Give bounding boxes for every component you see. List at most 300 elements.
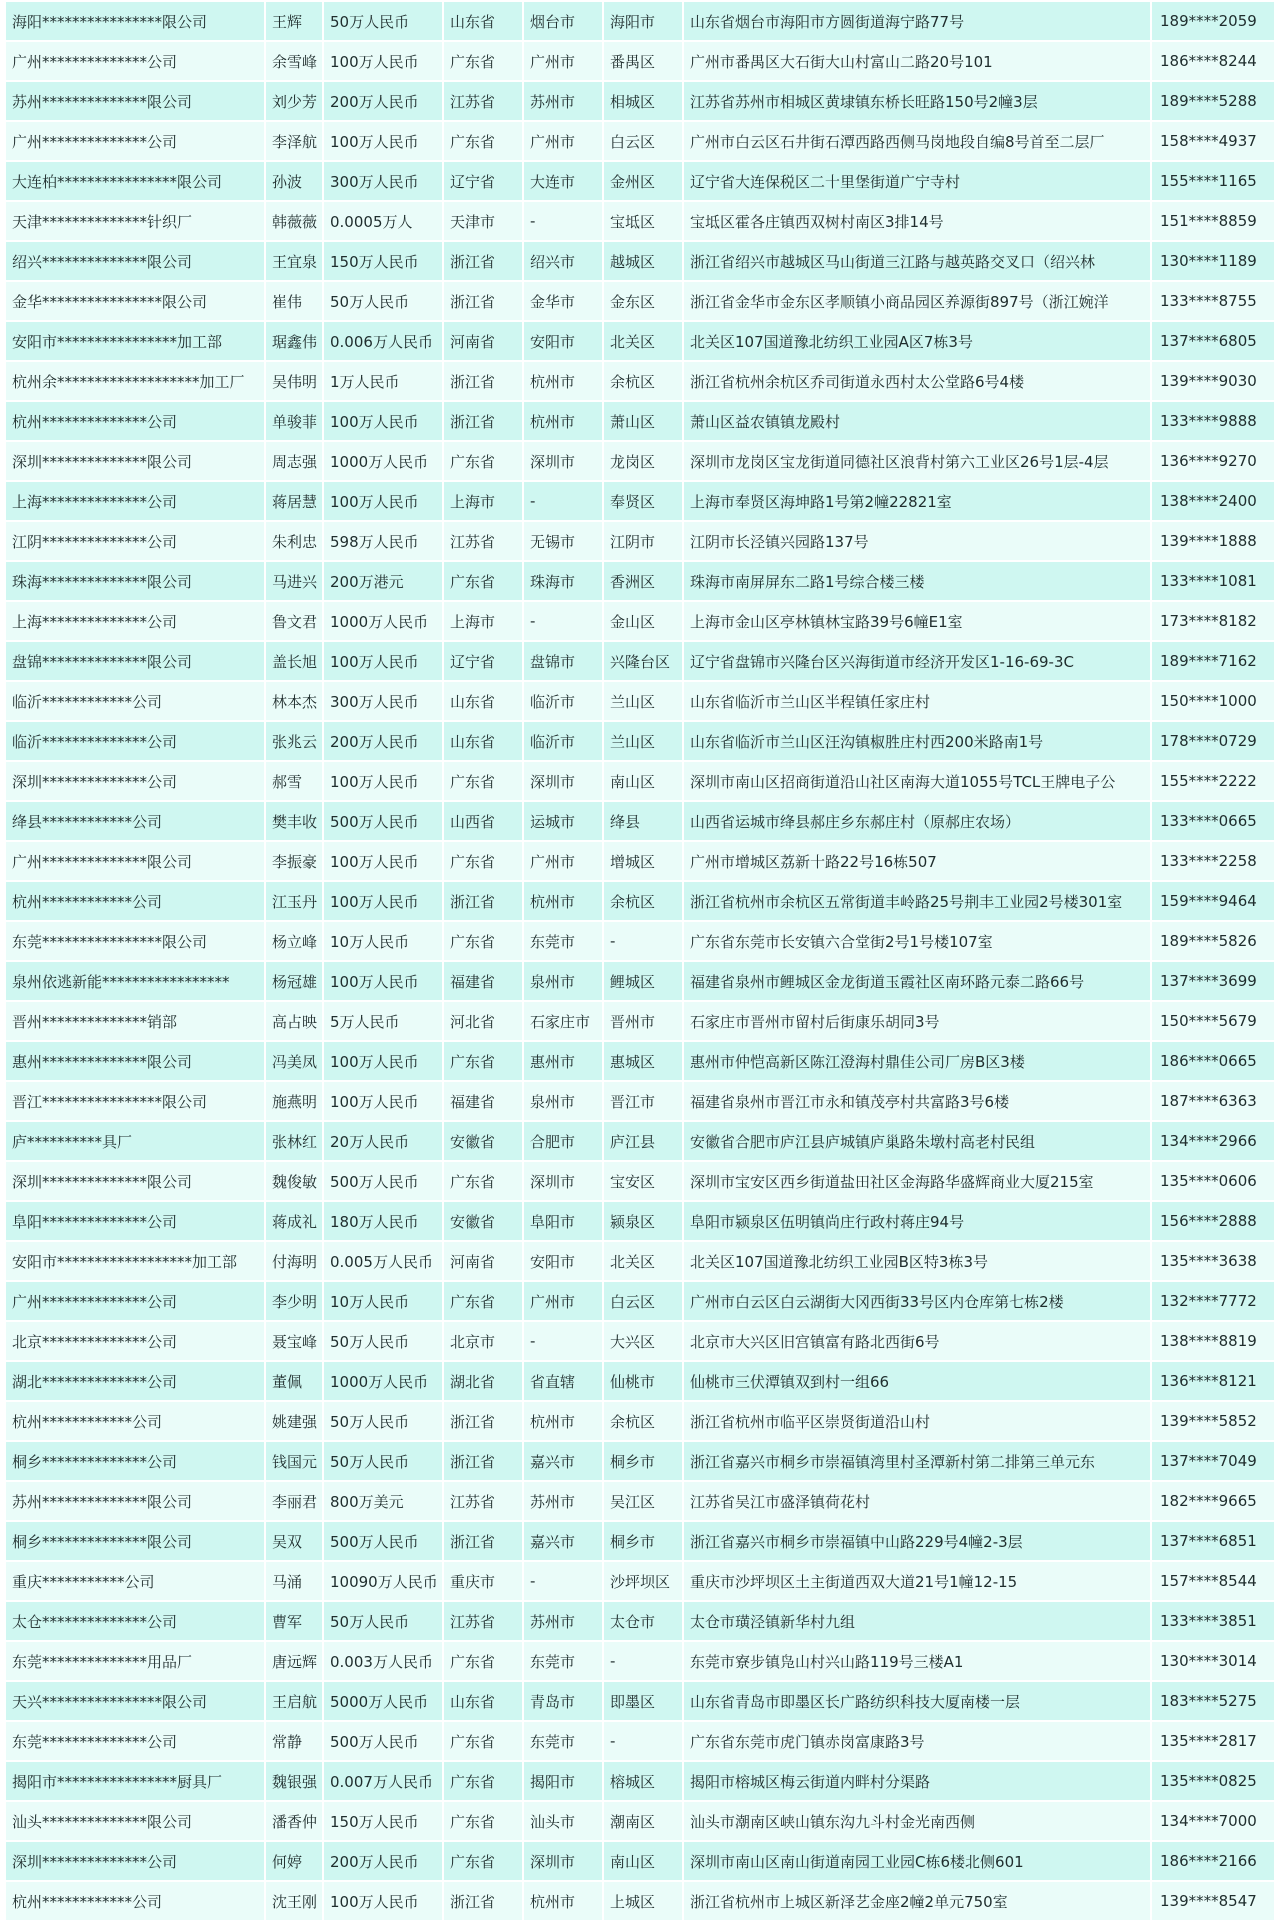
contact-person-cell: 魏俊敏 xyxy=(266,1162,322,1200)
province-cell: 广东省 xyxy=(444,122,522,160)
contact-person-cell: 潘香仲 xyxy=(266,1802,322,1840)
phone-cell: 173****8182 xyxy=(1152,602,1274,640)
table-row xyxy=(6,602,1274,640)
company-name-cell: 绛县************公司 xyxy=(6,802,264,840)
province-cell: 浙江省 xyxy=(444,362,522,400)
table-row xyxy=(6,162,1274,200)
province-cell: 浙江省 xyxy=(444,1522,522,1560)
address-cell: 石家庄市晋州市留村后街康乐胡同3号 xyxy=(684,1002,1150,1040)
phone-cell: 135****0606 xyxy=(1152,1162,1274,1200)
table-row xyxy=(6,1282,1274,1320)
city-cell: 深圳市 xyxy=(524,442,602,480)
contact-person-cell: 郝雪 xyxy=(266,762,322,800)
district-cell: 庐江县 xyxy=(604,1122,682,1160)
city-cell: 苏州市 xyxy=(524,82,602,120)
province-cell: 江苏省 xyxy=(444,82,522,120)
contact-person-cell: 王辉 xyxy=(266,2,322,40)
contact-person-cell: 余雪峰 xyxy=(266,42,322,80)
contact-person-cell: 樊丰收 xyxy=(266,802,322,840)
province-cell: 广东省 xyxy=(444,1762,522,1800)
company-name-cell: 苏州**************限公司 xyxy=(6,82,264,120)
province-cell: 福建省 xyxy=(444,962,522,1000)
district-cell: 即墨区 xyxy=(604,1682,682,1720)
phone-cell: 133****3851 xyxy=(1152,1602,1274,1640)
table-row xyxy=(6,562,1274,600)
province-cell: 广东省 xyxy=(444,1842,522,1880)
district-cell: 晋州市 xyxy=(604,1002,682,1040)
phone-cell: 158****4937 xyxy=(1152,122,1274,160)
district-cell: 龙岗区 xyxy=(604,442,682,480)
phone-cell: 135****3638 xyxy=(1152,1242,1274,1280)
company-name-cell: 杭州**************公司 xyxy=(6,402,264,440)
province-cell: 广东省 xyxy=(444,442,522,480)
company-name-cell: 苏州**************限公司 xyxy=(6,1482,264,1520)
table-row xyxy=(6,1682,1274,1720)
district-cell: 太仓市 xyxy=(604,1602,682,1640)
table-row xyxy=(6,1122,1274,1160)
phone-cell: 134****2966 xyxy=(1152,1122,1274,1160)
province-cell: 辽宁省 xyxy=(444,162,522,200)
contact-person-cell: 聂宝峰 xyxy=(266,1322,322,1360)
contact-person-cell: 付海明 xyxy=(266,1242,322,1280)
address-cell: 深圳市南山区招商街道沿山社区南海大道1055号TCL王牌电子公 xyxy=(684,762,1150,800)
contact-person-cell: 张兆云 xyxy=(266,722,322,760)
table-row xyxy=(6,762,1274,800)
company-name-cell: 海阳****************限公司 xyxy=(6,2,264,40)
district-cell: 萧山区 xyxy=(604,402,682,440)
contact-person-cell: 冯美凤 xyxy=(266,1042,322,1080)
phone-cell: 137****7049 xyxy=(1152,1442,1274,1480)
contact-person-cell: 董佩 xyxy=(266,1362,322,1400)
city-cell: 深圳市 xyxy=(524,1842,602,1880)
city-cell: 泉州市 xyxy=(524,962,602,1000)
district-cell: 余杭区 xyxy=(604,1402,682,1440)
city-cell: 金华市 xyxy=(524,282,602,320)
address-cell: 福建省泉州市晋江市永和镇茂亭村共富路3号6楼 xyxy=(684,1082,1150,1120)
table-row xyxy=(6,1002,1274,1040)
district-cell: 江阴市 xyxy=(604,522,682,560)
table-row xyxy=(6,1442,1274,1480)
province-cell: 重庆市 xyxy=(444,1562,522,1600)
registered-capital-cell: 0.007万人民币 xyxy=(324,1762,442,1800)
contact-person-cell: 单骏菲 xyxy=(266,402,322,440)
phone-cell: 139****8547 xyxy=(1152,1882,1274,1920)
province-cell: 辽宁省 xyxy=(444,642,522,680)
address-cell: 江苏省苏州市相城区黄埭镇东桥长旺路150号2幢3层 xyxy=(684,82,1150,120)
company-name-cell: 天津**************针织厂 xyxy=(6,202,264,240)
company-name-cell: 临沂**************公司 xyxy=(6,722,264,760)
contact-person-cell: 刘少芳 xyxy=(266,82,322,120)
contact-person-cell: 高占映 xyxy=(266,1002,322,1040)
city-cell: - xyxy=(524,602,602,640)
city-cell: 揭阳市 xyxy=(524,1762,602,1800)
district-cell: - xyxy=(604,1642,682,1680)
company-name-cell: 东莞**************用品厂 xyxy=(6,1642,264,1680)
province-cell: 广东省 xyxy=(444,42,522,80)
company-name-cell: 安阳市****************加工部 xyxy=(6,322,264,360)
table-row xyxy=(6,1602,1274,1640)
table-row xyxy=(6,722,1274,760)
district-cell: 潮南区 xyxy=(604,1802,682,1840)
address-cell: 浙江省嘉兴市桐乡市崇福镇湾里村圣潭新村第二排第三单元东 xyxy=(684,1442,1150,1480)
company-name-cell: 北京**************公司 xyxy=(6,1322,264,1360)
address-cell: 山东省临沂市兰山区半程镇任家庄村 xyxy=(684,682,1150,720)
phone-cell: 133****8755 xyxy=(1152,282,1274,320)
district-cell: 榕城区 xyxy=(604,1762,682,1800)
province-cell: 上海市 xyxy=(444,482,522,520)
registered-capital-cell: 10万人民币 xyxy=(324,922,442,960)
province-cell: 广东省 xyxy=(444,1642,522,1680)
contact-person-cell: 魏银强 xyxy=(266,1762,322,1800)
company-name-cell: 金华****************限公司 xyxy=(6,282,264,320)
registered-capital-cell: 200万人民币 xyxy=(324,1842,442,1880)
city-cell: 杭州市 xyxy=(524,1882,602,1920)
registered-capital-cell: 100万人民币 xyxy=(324,482,442,520)
registered-capital-cell: 500万人民币 xyxy=(324,1162,442,1200)
table-row xyxy=(6,642,1274,680)
company-name-cell: 重庆***********公司 xyxy=(6,1562,264,1600)
company-name-cell: 杭州************公司 xyxy=(6,882,264,920)
city-cell: 杭州市 xyxy=(524,362,602,400)
company-name-cell: 广州**************公司 xyxy=(6,1282,264,1320)
contact-person-cell: 李丽君 xyxy=(266,1482,322,1520)
address-cell: 广州市白云区石井街石潭西路西侧马岗地段自编8号首至二层厂 xyxy=(684,122,1150,160)
company-name-cell: 临沂************公司 xyxy=(6,682,264,720)
contact-person-cell: 李少明 xyxy=(266,1282,322,1320)
company-name-cell: 阜阳**************公司 xyxy=(6,1202,264,1240)
registered-capital-cell: 100万人民币 xyxy=(324,402,442,440)
address-cell: 仙桃市三伏潭镇双到村一组66 xyxy=(684,1362,1150,1400)
company-name-cell: 珠海**************限公司 xyxy=(6,562,264,600)
phone-cell: 139****1888 xyxy=(1152,522,1274,560)
contact-person-cell: 蒋居慧 xyxy=(266,482,322,520)
phone-cell: 159****9464 xyxy=(1152,882,1274,920)
contact-person-cell: 马进兴 xyxy=(266,562,322,600)
city-cell: 嘉兴市 xyxy=(524,1522,602,1560)
district-cell: 上城区 xyxy=(604,1882,682,1920)
contact-person-cell: 鲁文君 xyxy=(266,602,322,640)
phone-cell: 135****2817 xyxy=(1152,1722,1274,1760)
registered-capital-cell: 50万人民币 xyxy=(324,2,442,40)
city-cell: 广州市 xyxy=(524,842,602,880)
registered-capital-cell: 200万人民币 xyxy=(324,722,442,760)
contact-person-cell: 杨冠雄 xyxy=(266,962,322,1000)
address-cell: 北关区107国道豫北纺织工业园B区特3栋3号 xyxy=(684,1242,1150,1280)
district-cell: 余杭区 xyxy=(604,882,682,920)
address-cell: 浙江省杭州市余杭区五常街道丰岭路25号荆丰工业园2号楼301室 xyxy=(684,882,1150,920)
address-cell: 萧山区益农镇镇龙殿村 xyxy=(684,402,1150,440)
registered-capital-cell: 200万港元 xyxy=(324,562,442,600)
phone-cell: 183****5275 xyxy=(1152,1682,1274,1720)
company-name-cell: 太仓**************公司 xyxy=(6,1602,264,1640)
address-cell: 汕头市潮南区峡山镇东沟九斗村金光南西侧 xyxy=(684,1802,1150,1840)
address-cell: 重庆市沙坪坝区土主街道西双大道21号1幢12-15 xyxy=(684,1562,1150,1600)
company-name-cell: 江阴**************公司 xyxy=(6,522,264,560)
district-cell: 颍泉区 xyxy=(604,1202,682,1240)
city-cell: 深圳市 xyxy=(524,762,602,800)
city-cell: 珠海市 xyxy=(524,562,602,600)
registered-capital-cell: 0.0005万人 xyxy=(324,202,442,240)
registered-capital-cell: 0.006万人民币 xyxy=(324,322,442,360)
registered-capital-cell: 1000万人民币 xyxy=(324,1362,442,1400)
district-cell: 金州区 xyxy=(604,162,682,200)
address-cell: 山西省运城市绛县郝庄乡东郝庄村（原郝庄农场） xyxy=(684,802,1150,840)
company-name-cell: 绍兴**************限公司 xyxy=(6,242,264,280)
city-cell: 绍兴市 xyxy=(524,242,602,280)
address-cell: 安徽省合肥市庐江县庐城镇庐巢路朱墩村高老村民组 xyxy=(684,1122,1150,1160)
address-cell: 广州市白云区白云湖街大冈西街33号区内仓库第七栋2楼 xyxy=(684,1282,1150,1320)
company-name-cell: 深圳**************限公司 xyxy=(6,1162,264,1200)
province-cell: 山东省 xyxy=(444,2,522,40)
province-cell: 广东省 xyxy=(444,922,522,960)
company-table xyxy=(4,0,1276,1922)
district-cell: 鲤城区 xyxy=(604,962,682,1000)
address-cell: 东莞市寮步镇凫山村兴山路119号三楼A1 xyxy=(684,1642,1150,1680)
contact-person-cell: 何婷 xyxy=(266,1842,322,1880)
city-cell: 青岛市 xyxy=(524,1682,602,1720)
province-cell: 天津市 xyxy=(444,202,522,240)
city-cell: - xyxy=(524,482,602,520)
company-name-cell: 大连柏****************限公司 xyxy=(6,162,264,200)
city-cell: 安阳市 xyxy=(524,1242,602,1280)
table-row xyxy=(6,802,1274,840)
province-cell: 广东省 xyxy=(444,1162,522,1200)
city-cell: - xyxy=(524,1322,602,1360)
address-cell: 广东省东莞市长安镇六合堂街2号1号楼107室 xyxy=(684,922,1150,960)
table-row xyxy=(6,1162,1274,1200)
city-cell: 广州市 xyxy=(524,42,602,80)
phone-cell: 150****1000 xyxy=(1152,682,1274,720)
address-cell: 辽宁省大连保税区二十里堡街道广宁寺村 xyxy=(684,162,1150,200)
address-cell: 广州市番禺区大石街大山村富山二路20号101 xyxy=(684,42,1150,80)
province-cell: 浙江省 xyxy=(444,282,522,320)
company-table-container xyxy=(4,0,1276,1922)
address-cell: 宝坻区霍各庄镇西双树村南区3排14号 xyxy=(684,202,1150,240)
registered-capital-cell: 100万人民币 xyxy=(324,1042,442,1080)
province-cell: 江苏省 xyxy=(444,522,522,560)
city-cell: - xyxy=(524,1562,602,1600)
registered-capital-cell: 100万人民币 xyxy=(324,842,442,880)
registered-capital-cell: 50万人民币 xyxy=(324,1322,442,1360)
province-cell: 江苏省 xyxy=(444,1482,522,1520)
city-cell: 广州市 xyxy=(524,1282,602,1320)
contact-person-cell: 孙波 xyxy=(266,162,322,200)
phone-cell: 133****2258 xyxy=(1152,842,1274,880)
contact-person-cell: 江玉丹 xyxy=(266,882,322,920)
phone-cell: 189****2059 xyxy=(1152,2,1274,40)
company-name-cell: 晋州**************销部 xyxy=(6,1002,264,1040)
table-row xyxy=(6,202,1274,240)
registered-capital-cell: 100万人民币 xyxy=(324,642,442,680)
province-cell: 广东省 xyxy=(444,1802,522,1840)
registered-capital-cell: 0.005万人民币 xyxy=(324,1242,442,1280)
district-cell: 兰山区 xyxy=(604,682,682,720)
phone-cell: 186****8244 xyxy=(1152,42,1274,80)
province-cell: 浙江省 xyxy=(444,882,522,920)
table-row xyxy=(6,442,1274,480)
registered-capital-cell: 150万人民币 xyxy=(324,242,442,280)
province-cell: 福建省 xyxy=(444,1082,522,1120)
province-cell: 山西省 xyxy=(444,802,522,840)
contact-person-cell: 钱国元 xyxy=(266,1442,322,1480)
registered-capital-cell: 5000万人民币 xyxy=(324,1682,442,1720)
district-cell: 仙桃市 xyxy=(604,1362,682,1400)
company-name-cell: 广州**************公司 xyxy=(6,42,264,80)
contact-person-cell: 王启航 xyxy=(266,1682,322,1720)
city-cell: 合肥市 xyxy=(524,1122,602,1160)
province-cell: 广东省 xyxy=(444,762,522,800)
address-cell: 珠海市南屏屏东二路1号综合楼三楼 xyxy=(684,562,1150,600)
city-cell: 东莞市 xyxy=(524,922,602,960)
contact-person-cell: 施燕明 xyxy=(266,1082,322,1120)
city-cell: 无锡市 xyxy=(524,522,602,560)
registered-capital-cell: 0.003万人民币 xyxy=(324,1642,442,1680)
table-row xyxy=(6,122,1274,160)
table-row xyxy=(6,42,1274,80)
registered-capital-cell: 100万人民币 xyxy=(324,882,442,920)
district-cell: 兴隆台区 xyxy=(604,642,682,680)
district-cell: 桐乡市 xyxy=(604,1442,682,1480)
district-cell: 金山区 xyxy=(604,602,682,640)
phone-cell: 136****9270 xyxy=(1152,442,1274,480)
phone-cell: 132****7772 xyxy=(1152,1282,1274,1320)
contact-person-cell: 沈王刚 xyxy=(266,1882,322,1920)
province-cell: 江苏省 xyxy=(444,1602,522,1640)
district-cell: 惠城区 xyxy=(604,1042,682,1080)
address-cell: 广州市增城区荔新十路22号16栋507 xyxy=(684,842,1150,880)
registered-capital-cell: 100万人民币 xyxy=(324,1082,442,1120)
address-cell: 江苏省吴江市盛泽镇荷花村 xyxy=(684,1482,1150,1520)
city-cell: 深圳市 xyxy=(524,1162,602,1200)
city-cell: 运城市 xyxy=(524,802,602,840)
district-cell: 海阳市 xyxy=(604,2,682,40)
phone-cell: 178****0729 xyxy=(1152,722,1274,760)
city-cell: - xyxy=(524,202,602,240)
company-name-cell: 广州**************限公司 xyxy=(6,842,264,880)
address-cell: 阜阳市颍泉区伍明镇尚庄行政村蒋庄94号 xyxy=(684,1202,1150,1240)
phone-cell: 155****2222 xyxy=(1152,762,1274,800)
contact-person-cell: 曹军 xyxy=(266,1602,322,1640)
address-cell: 浙江省金华市金东区孝顺镇小商品园区养源街897号（浙江婉洋 xyxy=(684,282,1150,320)
phone-cell: 136****8121 xyxy=(1152,1362,1274,1400)
company-name-cell: 杭州************公司 xyxy=(6,1882,264,1920)
registered-capital-cell: 100万人民币 xyxy=(324,1882,442,1920)
registered-capital-cell: 5万人民币 xyxy=(324,1002,442,1040)
address-cell: 山东省临沂市兰山区汪沟镇椒胜庄村西200米路南1号 xyxy=(684,722,1150,760)
company-name-cell: 杭州余*******************加工厂 xyxy=(6,362,264,400)
phone-cell: 135****0825 xyxy=(1152,1762,1274,1800)
city-cell: 泉州市 xyxy=(524,1082,602,1120)
company-name-cell: 桐乡**************公司 xyxy=(6,1442,264,1480)
registered-capital-cell: 500万人民币 xyxy=(324,802,442,840)
address-cell: 深圳市龙岗区宝龙街道同德社区浪背村第六工业区26号1层-4层 xyxy=(684,442,1150,480)
phone-cell: 156****2888 xyxy=(1152,1202,1274,1240)
table-row xyxy=(6,1522,1274,1560)
registered-capital-cell: 100万人民币 xyxy=(324,122,442,160)
company-name-cell: 深圳**************公司 xyxy=(6,762,264,800)
registered-capital-cell: 598万人民币 xyxy=(324,522,442,560)
contact-person-cell: 马涌 xyxy=(266,1562,322,1600)
contact-person-cell: 唐远辉 xyxy=(266,1642,322,1680)
phone-cell: 182****9665 xyxy=(1152,1482,1274,1520)
company-name-cell: 湖北**************公司 xyxy=(6,1362,264,1400)
table-row xyxy=(6,962,1274,1000)
address-cell: 浙江省绍兴市越城区马山街道三江路与越英路交叉口（绍兴林 xyxy=(684,242,1150,280)
contact-person-cell: 李振豪 xyxy=(266,842,322,880)
phone-cell: 138****8819 xyxy=(1152,1322,1274,1360)
registered-capital-cell: 150万人民币 xyxy=(324,1802,442,1840)
phone-cell: 138****2400 xyxy=(1152,482,1274,520)
registered-capital-cell: 1000万人民币 xyxy=(324,602,442,640)
company-name-cell: 桐乡**************限公司 xyxy=(6,1522,264,1560)
city-cell: 石家庄市 xyxy=(524,1002,602,1040)
contact-person-cell: 王宜泉 xyxy=(266,242,322,280)
district-cell: - xyxy=(604,922,682,960)
city-cell: 烟台市 xyxy=(524,2,602,40)
contact-person-cell: 常静 xyxy=(266,1722,322,1760)
district-cell: 越城区 xyxy=(604,242,682,280)
company-name-cell: 杭州************公司 xyxy=(6,1402,264,1440)
address-cell: 辽宁省盘锦市兴隆台区兴海街道市经济开发区1-16-69-3C xyxy=(684,642,1150,680)
district-cell: 南山区 xyxy=(604,762,682,800)
phone-cell: 186****0665 xyxy=(1152,1042,1274,1080)
city-cell: 大连市 xyxy=(524,162,602,200)
city-cell: 杭州市 xyxy=(524,1402,602,1440)
address-cell: 上海市金山区亭林镇林宝路39号6幢E1室 xyxy=(684,602,1150,640)
table-row xyxy=(6,1362,1274,1400)
company-name-cell: 天兴****************限公司 xyxy=(6,1682,264,1720)
district-cell: 白云区 xyxy=(604,122,682,160)
company-name-cell: 庐**********具厂 xyxy=(6,1122,264,1160)
address-cell: 江阴市长泾镇兴园路137号 xyxy=(684,522,1150,560)
phone-cell: 130****3014 xyxy=(1152,1642,1274,1680)
table-row xyxy=(6,1082,1274,1120)
province-cell: 安徽省 xyxy=(444,1122,522,1160)
city-cell: 安阳市 xyxy=(524,322,602,360)
company-name-cell: 揭阳市****************厨具厂 xyxy=(6,1762,264,1800)
phone-cell: 186****2166 xyxy=(1152,1842,1274,1880)
phone-cell: 189****5826 xyxy=(1152,922,1274,960)
city-cell: 杭州市 xyxy=(524,882,602,920)
city-cell: 汕头市 xyxy=(524,1802,602,1840)
address-cell: 深圳市宝安区西乡街道盐田社区金海路华盛辉商业大厦215室 xyxy=(684,1162,1150,1200)
province-cell: 广东省 xyxy=(444,562,522,600)
province-cell: 安徽省 xyxy=(444,1202,522,1240)
district-cell: 吴江区 xyxy=(604,1482,682,1520)
city-cell: 杭州市 xyxy=(524,402,602,440)
phone-cell: 133****1081 xyxy=(1152,562,1274,600)
table-row xyxy=(6,1722,1274,1760)
contact-person-cell: 蒋成礼 xyxy=(266,1202,322,1240)
district-cell: 奉贤区 xyxy=(604,482,682,520)
contact-person-cell: 吴伟明 xyxy=(266,362,322,400)
province-cell: 河北省 xyxy=(444,1002,522,1040)
registered-capital-cell: 50万人民币 xyxy=(324,1402,442,1440)
district-cell: 宝安区 xyxy=(604,1162,682,1200)
table-row xyxy=(6,842,1274,880)
table-row xyxy=(6,1762,1274,1800)
address-cell: 揭阳市榕城区梅云街道内畔村分渠路 xyxy=(684,1762,1150,1800)
company-name-cell: 东莞****************限公司 xyxy=(6,922,264,960)
registered-capital-cell: 50万人民币 xyxy=(324,1442,442,1480)
province-cell: 浙江省 xyxy=(444,1442,522,1480)
phone-cell: 151****8859 xyxy=(1152,202,1274,240)
address-cell: 浙江省嘉兴市桐乡市崇福镇中山路229号4幢2-3层 xyxy=(684,1522,1150,1560)
contact-person-cell: 李泽航 xyxy=(266,122,322,160)
district-cell: 金东区 xyxy=(604,282,682,320)
table-row xyxy=(6,882,1274,920)
district-cell: 沙坪坝区 xyxy=(604,1562,682,1600)
